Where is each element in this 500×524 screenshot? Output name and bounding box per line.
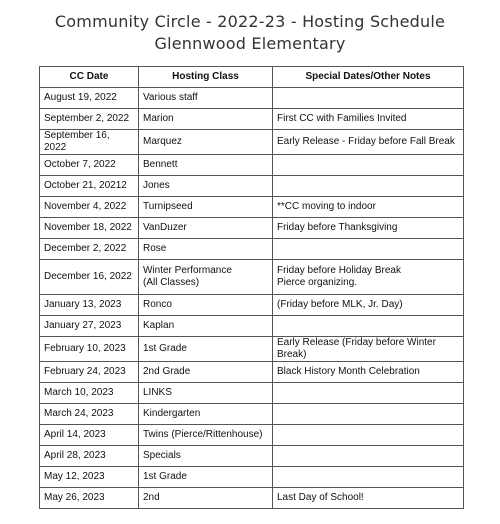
cell-cc-date: December 16, 2022 (40, 260, 139, 295)
cell-hosting-class (139, 239, 273, 260)
special-note-text: Pierce organizing. (277, 277, 358, 288)
hosting-class-text: Turnipseed (143, 201, 193, 212)
cell-hosting-class (139, 155, 273, 176)
table-header-row (40, 67, 464, 88)
hosting-class-text: (All Classes) (143, 277, 200, 288)
table-row (40, 260, 464, 295)
special-note-text: Friday before Holiday Break (277, 265, 401, 276)
cell-cc-date: September 16, 2022 (40, 130, 139, 155)
cell-special-notes (273, 425, 464, 446)
special-note-text: Last Day of School! (277, 492, 364, 503)
table-row (40, 218, 464, 239)
cell-special-notes (273, 239, 464, 260)
cell-special-notes (273, 88, 464, 109)
cell-hosting-class (139, 176, 273, 197)
hosting-class-text: Specials (143, 450, 181, 461)
table-row (40, 337, 464, 362)
cell-cc-date: January 13, 2023 (40, 295, 139, 316)
table-row (40, 316, 464, 337)
cell-cc-date: October 21, 20212 (40, 176, 139, 197)
special-note-text: Early Release (Friday before Winter Break) (277, 337, 436, 360)
special-note-text: (Friday before MLK, Jr. Day) (277, 299, 403, 310)
cell-hosting-class (139, 130, 273, 155)
table-row (40, 239, 464, 260)
table-row (40, 176, 464, 197)
cell-hosting-class (139, 295, 273, 316)
cell-cc-date: January 27, 2023 (40, 316, 139, 337)
cell-cc-date: October 7, 2022 (40, 155, 139, 176)
cell-special-notes (273, 295, 464, 316)
cell-special-notes (273, 197, 464, 218)
special-note-text: Friday before Thanksgiving (277, 222, 398, 233)
cell-hosting-class (139, 260, 273, 295)
cell-hosting-class (139, 218, 273, 239)
special-note-text: First CC with Families Invited (277, 113, 407, 124)
table-row (40, 130, 464, 155)
cell-hosting-class (139, 488, 273, 509)
hosting-class-text: 2nd Grade (143, 366, 191, 377)
special-note-text: Black History Month Celebration (277, 366, 420, 377)
hosting-class-text: LINKS (143, 387, 172, 398)
cell-special-notes (273, 383, 464, 404)
table-row (40, 109, 464, 130)
cell-cc-date: April 28, 2023 (40, 446, 139, 467)
cell-hosting-class (139, 316, 273, 337)
hosting-class-text: 2nd (143, 492, 160, 503)
cell-cc-date: November 4, 2022 (40, 197, 139, 218)
table-row (40, 488, 464, 509)
cell-cc-date: November 18, 2022 (40, 218, 139, 239)
cell-special-notes (273, 337, 464, 362)
hosting-class-text: VanDuzer (143, 222, 187, 233)
cell-special-notes (273, 316, 464, 337)
cell-special-notes (273, 176, 464, 197)
hosting-class-text: Kindergarten (143, 408, 201, 419)
hosting-class-text: Rose (143, 243, 167, 254)
cell-cc-date: August 19, 2022 (40, 88, 139, 109)
hosting-class-text: Marion (143, 113, 174, 124)
cell-special-notes (273, 109, 464, 130)
special-note-text: **CC moving to indoor (277, 201, 376, 212)
cell-hosting-class (139, 109, 273, 130)
table-row (40, 446, 464, 467)
table-row (40, 467, 464, 488)
document-subtitle: Glennwood Elementary (154, 34, 346, 53)
column-header-hosting-class: Hosting Class (139, 67, 273, 88)
cell-hosting-class (139, 88, 273, 109)
cell-hosting-class (139, 362, 273, 383)
cell-special-notes (273, 218, 464, 239)
cell-special-notes (273, 446, 464, 467)
cell-cc-date: April 14, 2023 (40, 425, 139, 446)
cell-special-notes (273, 155, 464, 176)
hosting-class-text: Kaplan (143, 320, 175, 331)
hosting-class-text: Twins (Pierce/Rittenhouse) (143, 429, 263, 440)
hosting-class-text: Bennett (143, 159, 178, 170)
cell-special-notes (273, 467, 464, 488)
table-row (40, 295, 464, 316)
table-row (40, 155, 464, 176)
cell-cc-date: December 2, 2022 (40, 239, 139, 260)
table-row (40, 197, 464, 218)
cell-special-notes (273, 130, 464, 155)
table-row (40, 88, 464, 109)
cell-cc-date: March 10, 2023 (40, 383, 139, 404)
table-row (40, 362, 464, 383)
document-title: Community Circle - 2022-23 - Hosting Schedule (54, 12, 446, 31)
cell-hosting-class (139, 467, 273, 488)
table-body (40, 88, 464, 509)
cell-cc-date: May 12, 2023 (40, 467, 139, 488)
hosting-class-text: Various staff (143, 92, 198, 103)
cell-cc-date: September 2, 2022 (40, 109, 139, 130)
cell-hosting-class (139, 337, 273, 362)
hosting-class-text: 1st Grade (143, 343, 187, 354)
cell-special-notes (273, 260, 464, 295)
table-row (40, 425, 464, 446)
cell-hosting-class (139, 383, 273, 404)
cell-hosting-class (139, 425, 273, 446)
cell-special-notes (273, 362, 464, 383)
cell-cc-date: May 26, 2023 (40, 488, 139, 509)
table-row (40, 404, 464, 425)
hosting-class-text: Jones (143, 180, 170, 191)
cell-hosting-class (139, 404, 273, 425)
hosting-class-text: 1st Grade (143, 471, 187, 482)
cell-hosting-class (139, 197, 273, 218)
table-row (40, 383, 464, 404)
cell-hosting-class (139, 446, 273, 467)
cell-cc-date: February 10, 2023 (40, 337, 139, 362)
special-note-text: Early Release - Friday before Fall Break (277, 136, 455, 147)
cell-special-notes (273, 488, 464, 509)
cell-cc-date: February 24, 2023 (40, 362, 139, 383)
column-header-cc-date: CC Date (40, 67, 139, 88)
hosting-class-text: Marquez (143, 136, 182, 147)
cell-special-notes (273, 404, 464, 425)
hosting-schedule-table (39, 66, 464, 509)
hosting-class-text: Ronco (143, 299, 172, 310)
cell-cc-date: March 24, 2023 (40, 404, 139, 425)
column-header-special-notes: Special Dates/Other Notes (273, 67, 464, 88)
hosting-class-text: Winter Performance (143, 265, 232, 276)
